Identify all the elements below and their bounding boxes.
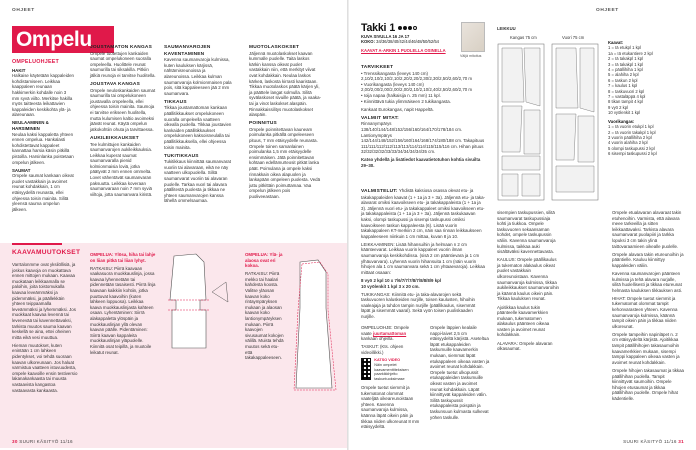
text-kaulus: KAULUS: Ompele päällikaulus ja tukematon alakaulus oikeat puolet vastakkain ulkoreunoistaan. Kavenna saumanvaroja kulmissa, tikkaa aukileikkaukset saumanvaroihin ja käännä kaulus oikein päin. Tikkaa kauluksen reunat. [497, 257, 559, 302]
cutting-label-kangas: Kangas 75 cm [510, 35, 537, 40]
takki-sizes-label: KOKO: [361, 39, 375, 45]
legend-item: 9 vyö 2 kpl [608, 104, 629, 110]
text-neulaaminen: Neulaa kaksi kappaletta yhteen ennen ompelua. Hankalasti kohdistettavat kappaleet kannattaa harsia käsin pitkillä pistoilla. Harsinlanka poistetaan ompelun jälkeen. [12, 131, 74, 165]
subheading-valmiit-mitat: VALMIIT MITAT: [361, 115, 399, 121]
left-page-footer [12, 439, 73, 444]
subheading-aukileikkaukset: AUKILEIKKAUKSET [90, 135, 139, 141]
text-katso-ohjeet: Katso yhdellä ja lisätiedot kaavatietotuhon kohtia sivuilta 29–30. [361, 157, 481, 168]
subheading-poinnitus: POINNITUS [249, 121, 277, 127]
subheading-neulaaminen: NEULAAMINEN & HARSIMINEN [12, 120, 49, 132]
pattern-legend [608, 40, 688, 157]
subheading-joustamaton: JOUSTAMATON KANGAS [90, 45, 152, 50]
subheading-muotolaskokset: MUOTOLASKOKSET [249, 45, 300, 50]
col-takki-kaulus [497, 210, 559, 354]
text-valmiit-mitat: Rinnanympärys 138/140/144/148/152/156/160/164/170/178/184 cm. Lantionympärys 142/144/148/152/156/160/164/168/174/180/188 cm. Takapituus 111/111/112/112/113/113/114/114/115/115/116 cm. Hihan pituus 32/32/32/32/33/33/34/34/34/34/35 cm. [361, 121, 485, 155]
legend-item: 6 sisempi taskupussi 2 kpl [608, 151, 657, 157]
text-ompeluohje: OMPELUOHJE: Ompele vaate [361, 325, 410, 336]
text-tampit: Ompele tampeihin napinläpet n. 2 cm etäisyydeltä kärjistä. Ajoitikkaa tampit päällihihojen takasaumoihin kaavamerkkien mukaan, sisempi tamppi kappaleen oikeaa vasten ja avoimet reunat kohdakkain. [612, 331, 680, 365]
cutting-layout-heading: LEIKKUU [497, 26, 516, 31]
legend-item: 1 = Iä etukpl 1 kpl [608, 45, 641, 51]
text-taskut-lapat: Ompele läppien kealaile nappi-laivet 2,5 cm etäisyydeltä kärjistä. Aseteltua läpät etukappaleiden taskumuille kaavamerkin mukaan, siemmat läpät etukappaleen oikeaa vasten ja avoimet reunat kohdakkain. Ompele tuetut ulkopussit etukappaleiden taskumuille oikeat vasten ja avoimet reunat kohdakkain. Läpät kiinnittyvät kappaleiden välin. Silitä taskupussit etukappaleista poispäin ja taskunsuun kulmasta sulkevat yöhen taskulle. [430, 325, 490, 420]
legend-title-2: Vuorikangas: [608, 118, 635, 124]
swatch-caption: Väljä mitoitus [460, 54, 482, 58]
video-label: KATSO VIDEO [374, 357, 401, 362]
col-tikkaus [164, 44, 232, 207]
legend-item: 4 = päällihiha 1 kpl [608, 67, 643, 73]
col-takki-tarvikkeet [361, 64, 485, 171]
col-takki-hihat [612, 210, 684, 404]
col-takki-taskut [430, 325, 490, 423]
text-saumat: Ompele saumat kankaan oikeat puolet vastakkain ja avoimet reunat kohdakkain, 1 cm etäisyydellä reunasta, ellei ohjeessa toisin mainita. Silitä yleensä sauma ompelun jälkeen. [12, 173, 74, 212]
subheading-valmistelut: VALMISTELUT: [361, 189, 398, 194]
video-text: Näin ompelet kaavamenttiteksisen paarkikkhjelto taskuntuoksimase [374, 362, 409, 382]
right-footer-brand: SUURI KÄSITYÖ 11/16 [623, 439, 677, 444]
legend-item: 7 = vastaläppä 4 kpl [608, 94, 646, 100]
page-title: Ompelu [12, 26, 114, 53]
subheading-tarvikkeet: TARVIKKEET [361, 65, 394, 70]
legend-title: Kaavat: [608, 40, 624, 45]
text-poinnitus: Ompele poinnitettavan kauneam poimulanka pitkällä ompeleeseen pituus, 7 mm etäisyydelle reunasta. Ompele toinen samanlainen poimulanka 1,5 mm etäisyydelle ensimmäisen. Jätä poinnitettavan kohtaan edellämurteosit pitkät lanka päät. Poimulana ja ompele kaksi rinnakkain oikea alapuolen ja lankapään ompeleen puolesta. Vedä juttu pitkittäin poimuttamaa. Vaa ompelun jälkeen pois puoliveeastaan. [249, 126, 321, 199]
legend-item: 4 vuorin alahiha 2 kpl [608, 140, 648, 146]
video-callout[interactable] [361, 358, 421, 382]
right-page-header-label: OHJEET [596, 8, 619, 13]
col-takki-ompelu [361, 325, 421, 432]
text-kavenna: Kavenna saumanvarojen päänteen kulmissa ja tehä alavara nurjalle, silitä huolellisesti ja tikkaa etureunat helmasta kauluksen tikkauksen asti. [612, 270, 683, 293]
text-aukileikkaukset: Tee kulmittujen kankaiden saumanvarojen aukileikkauksia. Leikkaa kuperat saumat saumanvaralla pienid kolmionmaisia loviä, jotka päätyvät 2 mm ennen ommelta. Lovet vähentävät saumanvaran paksuutta. Leikkaa koveraan saumanvaraan noin 7 mm syviä viiltoja, jotta saumanvara kiristä. [90, 141, 153, 197]
cutting-layout-diagram [496, 42, 606, 202]
heading-kaavamuutokset: KAAVAMUUTOKSET [12, 249, 81, 256]
band-accent-line [12, 243, 62, 245]
text-muotolaskokset: Jäljennä muotolaskokset kaavan kummalle puolelle. Taita laskos kärkin kanssa oikeat puolet vastakkain niin, että merkityt viivat ovat kohdakkain. Neulaa laskos kärkeä, laskosta kirrasti kaaristaan. Tikkaa muotolaskos päätä kärjen yli, ja päättele langat solmulla. Silitä syvälaskoset sivuille päätä, ja vaaka-tai ja vinot laskokset alaspäin. Rinnakkaissilitys muotolaskokset alaspäin. [249, 50, 321, 118]
text-tarvikkeet: • Trenssikangasta (leveys 140 cm) 2,10/2,10/2,10/2,10/2,20/2,20/2,30/2,30/2,50/2,60/2,70 m • Vuorikangasta (leveys 140 cm) 2,00/2,00/2,00/2,00/2,00/2,10/2,10/2,40/2,50/2,60/2,70 m • Ioija napaa (halkaisija n. 25 mm) 11 kpl. • Kiinnittävä tukia ylimmäiseen 2 tukikangasta. [361, 70, 473, 104]
takki-title-block [361, 22, 451, 53]
page-gutter [347, 0, 349, 450]
text-valmistelut: Yhdistä kaksiosa osassa olevat etu- ja takakappaleiden kaavat (1 + 1a ja 3 + 3a). Jäljennä etu- ja taka-alavarat omiksi kaavoikseen etu- ja takakappaleista (1 + 1a ja 3). Jäljennä vuori etu- ja takakappaleet omiksi kaavoikseen etu- ja takakappaleista (1 + 1a ja 3 + 3a). Jäljennä taskukaavan kaksi, olompi taskupussi ja sisempi taskupussi omiksi kaavoikseen taskun kappaleesta (6). Lisää vuorin takakappaleen KT-merkiin 2 cm, näin saa rinnan leikkaukseen kappaleeseen niinkuin 1 cm mittaa, kuvan 8 ja 10. [361, 188, 485, 239]
text-lyhennys: RATKAISU: Piirrä kaavaan vaakasuora muokkauslinja, jossa kaavaa lyhennetään tai pidennetään tasaisesti. Piirrä linja kaavaan kaikkiin kohtiin, jotka puuttuvat kaavoihin (kuten lahkeen loppuosa). Leikkaa kaava muokkauslinjasta kahteen osaan. Lyhentäminen: Siirrä alakappaletta ylöspäin ja muokkauslinjan yllä olevan kaavan päälle. Pidentäminen: Siirrä kaavan kappaleita muokkauslinjan yläpuolelle. Kiinnitä osat teipillä, ja muotoile leikatut reunat. [90, 265, 156, 355]
link-joustamaton[interactable]: juurtamattoman [372, 330, 407, 336]
text-kaventaminen: Kavenna saumanvaroja kulmissa, kuten kauluksen kärjissä, nähtämisreunoissa ja alareunoissa. Leikkaa kulman saumanvaroja kolmionmaisen pala pois, sitä kappaleeseen jää 2 mm saumanvara. [164, 57, 232, 96]
left-footer-brand: SUURI KÄSITYÖ 11/16 [19, 439, 73, 444]
right-page-number: 31 [678, 439, 684, 444]
left-page-number: 30 [12, 439, 18, 444]
text-alavara: ALAVARA: Ompele alavaran olkasaumat. [497, 340, 553, 352]
text-leikkaaminen: LEIKKAAMINEN: Lisää hihansuihin ja helmaan n 2 cm käänteevarat. Leikkaa vuorin kappaleet vuorin ilman saumanvaroja keskikohdissa. (sisä 2 cm pääntievara ja 1 cm ylhäuvarvara). Lyhennä vuorin hihansuita 1 cm (näin vuorin hihojen ala 1 cm saumanvara sekä 1 cm yhtaaevaroja). Leikkaa mittaat osaaan: [361, 241, 485, 275]
legend-item: 10 vyölenkit 1 kpl [608, 110, 641, 116]
text-tukikangas: TUKIKANGAS: Kiinnitä etu- ja taka-alavarojen sekä taskuvuoren kaluskeiden nurjille, toisen kaulusten, hihoihin vaaleajaja ja tuhdon tampin nurjille (päällikaulus, sisemmät läpät ja sisemmät vaaral). Sekä vyön toisen puoliskaaden nurjille. [361, 291, 476, 319]
subheading-kaventaminen: SAUMANVAROJEN KAVENTAMINEN [164, 45, 211, 57]
cutting-label-vuori: Vuori 75 cm [562, 35, 585, 40]
text-kaavamuutokset-1: Varrtalonmme ovat yksilöllisiä, ja joskus kaavoja on muokattava ennen mittojen mukaan. Kaavaa muokataan leikkaamalla se paloihin, joita toistomukalla kaavaa leveämmäksi ja pidemmäksi, ja päällekkäin yhteen teippaamalla leveämmäksi ja lyhemmäksi. Jos muokkaat kaavaa levennä tai levenevää tai kavennettavaksi, tarkista muutos sauma kaavan keskellä se aina, ettei oheinen mitta eikä vesi muuttua. [12, 262, 76, 340]
subheading-tikkaus: TIKKAUS [164, 99, 187, 105]
fabric-swatch-image [461, 22, 485, 52]
legend-item: 8 tikan tampit 4 kpl [608, 99, 643, 105]
text-joustamaton: Ompele tuotettujen kankaiden saumat ompelukoneen suoralla ompeleella. Huolittele reunat saumurilla tai siksakilla. Pitkiin jälkiä reunoja ei tarvitse huolitella. [90, 50, 156, 78]
text-tikkaus: Tikkaa joustamattoman kankaan päällitikkaukset ompelukoneen suoralla ompeleella vaatteen oikealla puolella. Tikkaa joustavien kankaiden päällitikkaukset ompelukoneen kaksoisneulalla tai päällitikkauksella, ellei ohjeessa toisin mainita. [164, 105, 232, 150]
page-header-label: OHJEET [12, 8, 35, 13]
text-kaulus-2: Ajoitikkaa kaulus tukin päänteelle kaavamerkkien mukaan, tukematomen alakaulus päänteen oikeaa vasten ja avoimet reunat kohdakkain. [497, 304, 550, 338]
pattern-sizes-illustration [290, 258, 342, 398]
right-page-footer [623, 439, 684, 444]
legend-item: 8 = taskuvuori 2 kpl [608, 88, 645, 94]
takki-subtitle: KUVA SIVULLA 16 JA 17 [361, 34, 410, 39]
legend-item: 2 = Iä vuorin takakpl 1 kpl [608, 129, 656, 135]
text-ompele-hihat: Ompele hihojen takasaumat ja tikkaa päällihihan puolella. Tampit kiinnittyvät saumoihin. Ompele hihojen etusaumat ja tikkaa päällihihan puolelle. Ompele hihat kädentielle. [612, 367, 684, 401]
col-leveys [245, 252, 285, 363]
takki-pattern-link[interactable]: KAAVAT A-ARKIN 1 PUOLELLA OSINELLA [361, 47, 446, 53]
text-hakit: Halkaise käytetään kappaleiden kohdistamiseen. Leikkaa kaappaleen reunaan hakkimerkin kohdalle noin 3 mm syvä viilto. Merkitse hakilla myös taitteesta leikattavien kappaleiden keskikohta ylä- ja alareunaan. [12, 73, 74, 118]
qr-code-icon [361, 358, 371, 380]
col-kaavamuutokset [12, 262, 78, 396]
col-takki-valmistelut [361, 188, 485, 322]
text-takaa: Ompele etualavaran alavaraat takin etuhenoihin. Varmista, että alavara meee tarkeeilla ja sitten leikkaattavaksi. Tarkista alavara saumanvarat puolapiiri ja tarkka lopuksi 3 cm takin ylinä taittovaraamieen oikealle puolelle. [612, 210, 682, 249]
text-alavara-2: Ompele alavara takin etureunoihin ja pääntielle. Kauluu kiinnittyy kappaleiden väliin. [612, 251, 684, 268]
difficulty-dots [398, 26, 417, 30]
text-ompeluohje-end: kankaan ohjeilla. [361, 336, 394, 342]
legend-item: 5 = alahiha 2 kpl [608, 72, 639, 78]
text-taskut-ompelu: Ompele tuetut siemmit ja tukematonat olommat vaateljää oikeareunoistaan yhteen. Kavenna saumanvaroja kulmissa, käänna läpät oikein päin ja tikkaa niiden ulkoreunat 8 mm etäisyydeltä. [361, 384, 420, 430]
col-ompeluohjeet [12, 60, 74, 215]
legend-item: 1 = Iä vuorin etukpl 1 kpl [608, 124, 654, 130]
legend-item: 1a = Iä etukantiere 2 kpl [608, 50, 653, 56]
legend-item: 3 = Iä takakpl 1 kpl [608, 61, 644, 67]
subheading-tukitikkaus: TUKITIKKAUS [164, 153, 199, 159]
text-leveys: RATKAISU: Piirrä mekko tai haalari kahdesta koosta. Valitse yläosan kaavan koko rintaympäryksen mukaan ja alaosan kaavan koko lantionympäryksen mukaan. Piirrä kaavojen sivusaumat kokojen välillä. Muista tehdä muutos sekä etu- että takakappaleeseen. [245, 271, 284, 361]
takki-sizes: 34/36/38/40/42/44/46/48/50/52/54 [376, 39, 440, 45]
legend-item: 5 olompi taskupussi 2 kpl [608, 145, 655, 151]
pattern-shortening-illustration [166, 252, 232, 352]
text-taskut-sisempi: sisempien taskupussien, silitä saumanvarat taskupussiaja kohti ja tiukkoa. Ompele taskuvuoren sekaansaman kohdet, ompele taskupussin väliin. Kavenna saumanvaroja kulmissa, taikkaa auki sisältäväksi kavennettavasta. [497, 210, 556, 255]
text-leikkaa-list: 8 vyö 2 kpl 10 x 7/6/7/7/7/8/7/8/8/8/9 kpl 10 vyölenkit 1 kpl 3 x 20 cm. [361, 277, 442, 289]
text-kankaat-source: Kankaat Eurokangas, napit Happeltä. [361, 106, 434, 112]
heading-ompeluohjeet: OMPELUOHJEET [12, 59, 60, 65]
legend-item: 3 vuorin päällihiha 2 kpl [608, 134, 652, 140]
subheading-hakit: HAKIT [12, 67, 26, 73]
text-tukitikkaus: Tukitikkaus kiinnittää saumanvarat vuoriin tai alavaraan, eikä ne näy vaatteen ulkopuolella. Silitä saumanvarat vuoriin tai alavaran puolelle. Tarkaa vuori tai alavara päällitestä puolesta ja tikkaa ne yhteen saumanvarojen kanssa lähellä ommelsaumaa. [164, 159, 231, 204]
subheading-leveys: OMPELUA: Ylä- ja alaosa ovat eri kokoa. [245, 252, 283, 269]
takki-title [361, 22, 451, 34]
text-kaavamuutokset-2: Hieman muutokset, kuten enintään 1 cm lahkeen pidentykset, voi tehdä suoraan kaavan ulkoreunaan. Jos haluat varmistua vaatteen istuvuudesta, ompele kaavoille ensin testiversio lakanakankaasta tai muusta vastaavista kangastoa vastaavasta kankaasta. [12, 342, 78, 393]
subheading-lyhennys: OMPELUA: Ylösa, hiha tai lahje on liian pitkä tai liian lyhyt. [90, 252, 156, 263]
takki-number: 1 [389, 22, 396, 34]
text-taskut-intro: TASKUT: (Kts. ohjeen videoillikki.) [361, 344, 404, 355]
text-joustava: Ompele neuloskankaiden saumat saumurilla tai ompelukoneen joustavalla ompeleella, ellei ohjeessa toisin mainita. Saumoja ei tarvitse erikseen huolitella, mutta kulumisen kaltio avoimeksi jäävät reunat. Käytä ompelun jatkokohtiin ohuta ja tarvittaessa. [90, 87, 156, 132]
takki-title-text: Takki [361, 22, 387, 34]
subheading-saumat: SAUMAT [12, 167, 31, 173]
legend-item: 6 = taskun 2 kpl [608, 77, 638, 83]
col-muotolaskokset [249, 44, 321, 202]
col-kankaat [90, 44, 156, 200]
legend-item: 2 = Iä takakpl 1 kpl [608, 56, 644, 62]
text-hihat: HIHAT: Ompele tuetut siemmit ja tukematomat olommat tampit kehonvarasteen yhteen. Kavenna saumanvaroja kulmissa, käännä tampit oikein päin ja tikkaa niiden ulkoreunat. [612, 295, 678, 329]
subheading-joustava: JOUSTAVA KANGAS [90, 82, 140, 88]
legend-item: 7 = kaulus 1 kpl [608, 83, 638, 89]
col-lyhennys [90, 252, 156, 358]
